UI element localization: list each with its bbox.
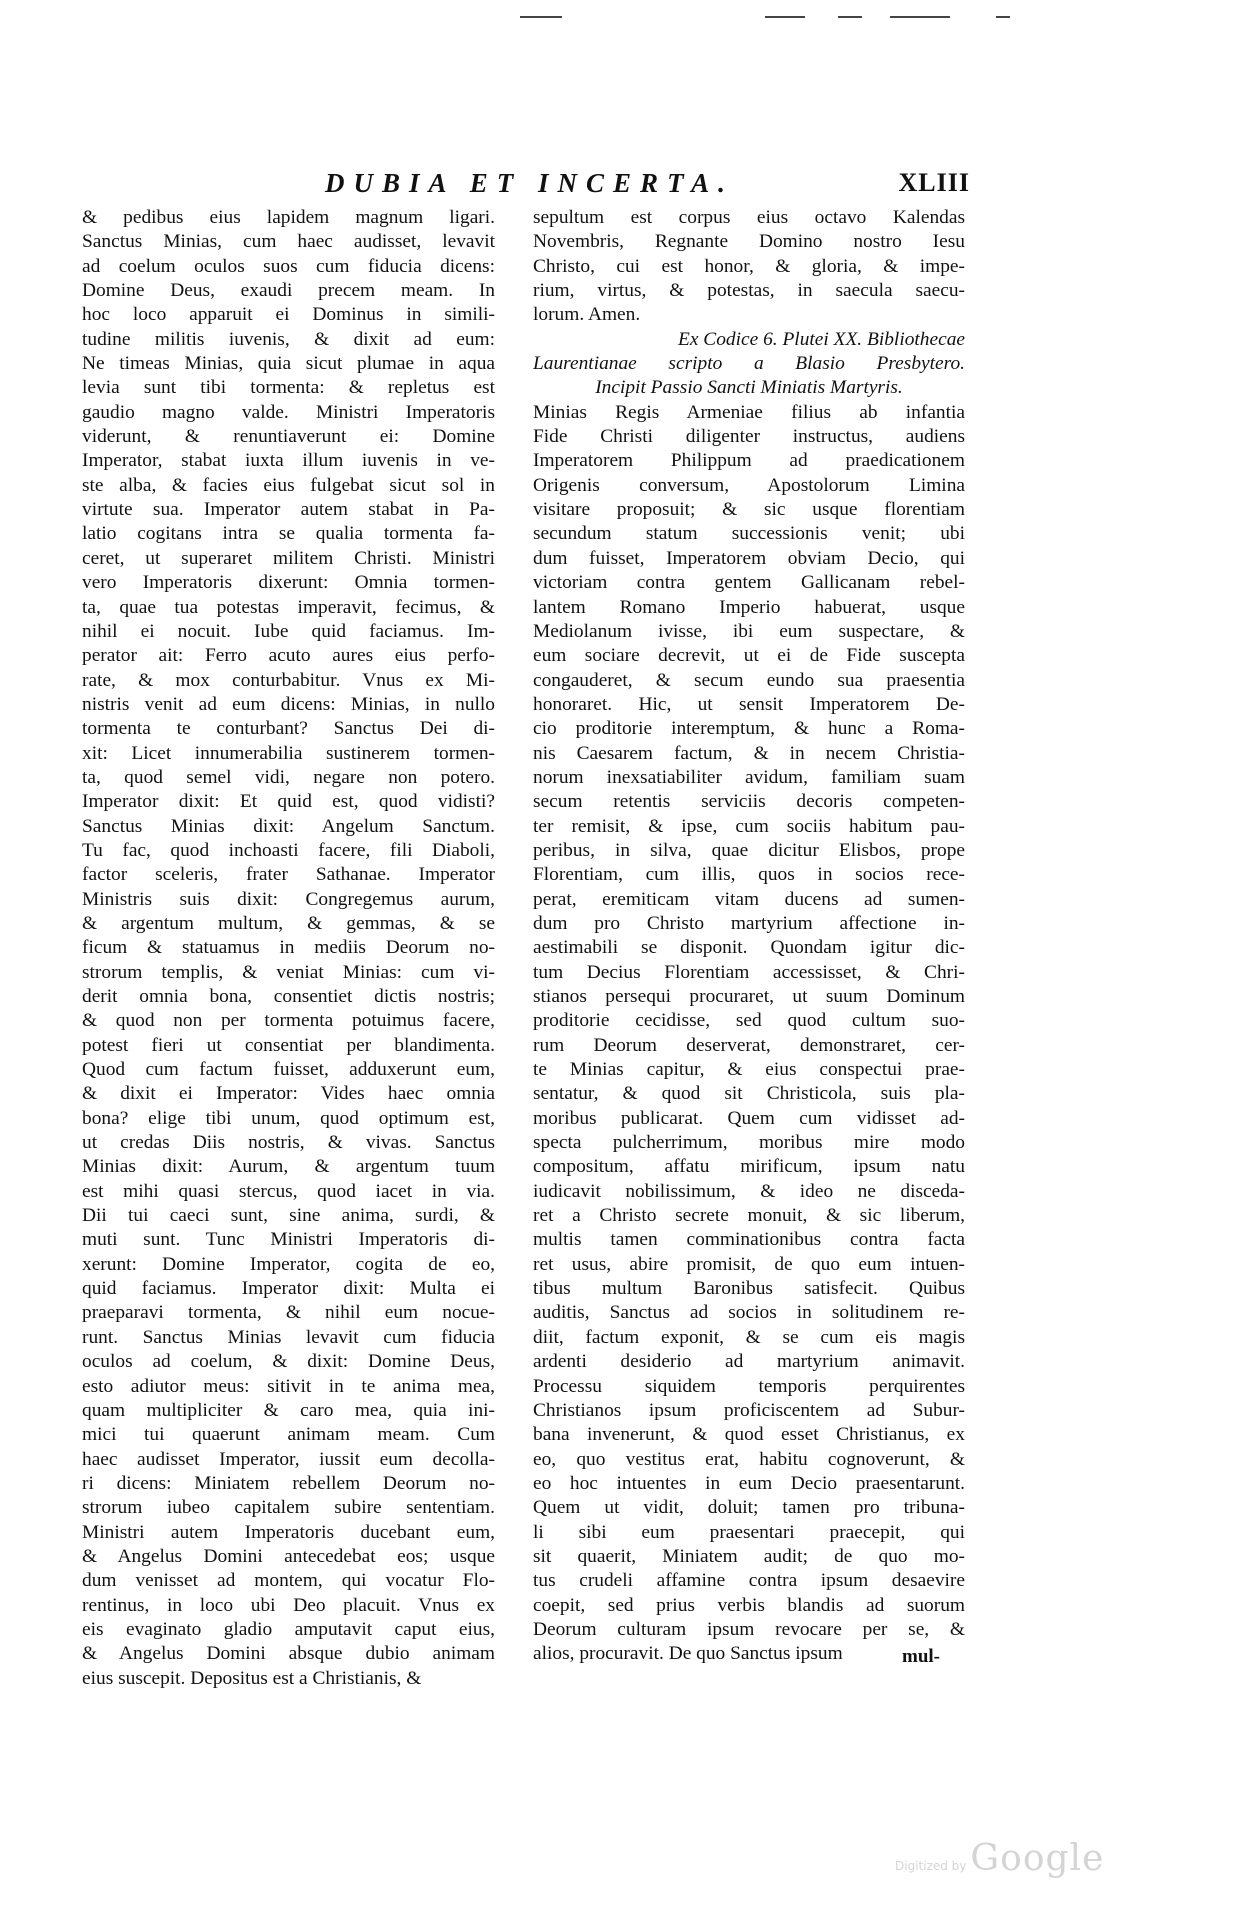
- text-line: norum inexsatiabiliter avidum, familiam suam: [533, 766, 965, 788]
- text-line: derit omnia bona, consentiet dictis nostris;: [82, 986, 495, 1007]
- text-line: & Angelus Domini absque dubio animam: [82, 1643, 495, 1665]
- text-line: vero Imperatoris dixerunt: Omnia tormen-: [82, 572, 495, 594]
- text-line: rium, virtus, & potestas, in saecula saecu-: [533, 280, 965, 302]
- text-line: strorum templis, & veniat Minias: cum vi-: [82, 961, 495, 983]
- text-line: te Minias capitur, & eius conspectui prae-: [533, 1059, 965, 1081]
- watermark-prefix: Digitized by: [895, 1859, 967, 1873]
- text-line: Deorum culturam ipsum revocare per se, &: [533, 1618, 965, 1640]
- text-line: victoriam contra gentem Gallicanam rebel-: [533, 572, 965, 594]
- text-line: perator ait: Ferro acuto aures eius perfo-: [82, 645, 495, 667]
- text-line: nistris venit ad eum dicens: Minias, in nullo: [82, 693, 495, 715]
- text-line: potest fieri ut consentiat per blandimenta.: [82, 1034, 495, 1056]
- text-line: ret usus, abire promisit, de quo eum intuen-: [533, 1253, 965, 1275]
- text-line: Quem ut vidit, doluit; tamen pro tribuna-: [533, 1497, 965, 1519]
- text-line: runt. Sanctus Minias levavit cum fiducia: [82, 1326, 495, 1348]
- page-header: [90, 168, 970, 208]
- text-line: Fide Christi diligenter instructus, audiens: [533, 426, 965, 448]
- text-line: nihil ei nocuit. Iube quid faciamus. Im-: [82, 620, 495, 642]
- text-line: Christianos ipsum proficiscentem ad Subur-: [533, 1399, 965, 1421]
- text-line: Minias dixit: Aurum, & argentum tuum: [82, 1156, 495, 1178]
- text-line: cio proditorie interemptum, & hunc a Roma-: [533, 718, 965, 740]
- text-line: Origenis conversum, Apostolorum Limina: [533, 474, 965, 496]
- text-line: tormenta te conturbant? Sanctus Dei di-: [82, 718, 495, 740]
- text-line: ta, quae tua potestas imperavit, fecimus, &: [82, 596, 495, 618]
- text-line: Ne timeas Minias, quia sicut plumae in aqua: [82, 353, 495, 375]
- left-text-column: [82, 206, 495, 1691]
- top-rule-3: [838, 16, 862, 18]
- text-line: haec audisset Imperator, iussit eum decolla-: [82, 1448, 495, 1470]
- text-line: ardenti desiderio ad martyrium animavit.: [533, 1351, 965, 1373]
- text-line: bana invenerunt, & quod esset Christianus, ex: [533, 1424, 965, 1446]
- text-line: Ministris suis dixit: Congregemus aurum,: [82, 888, 495, 910]
- text-line: Ex Codice 6. Plutei XX. Bibliothecae: [678, 328, 965, 350]
- text-line: viderunt, & renuntiaverunt ei: Domine: [82, 426, 495, 448]
- text-line: Dii tui caeci sunt, sine anima, surdi, &: [82, 1205, 495, 1227]
- text-line: ste alba, & facies eius fulgebat sicut sol in: [82, 474, 495, 496]
- text-line: & pedibus eius lapidem magnum ligari.: [82, 207, 495, 228]
- text-line: moribus publicarat. Quem cum vidisset ad-: [533, 1107, 965, 1129]
- text-line: ad coelum oculos suos cum fiducia dicens:: [82, 255, 495, 277]
- text-line: Imperatorem Philippum ad praedicationem: [533, 450, 965, 472]
- text-line: latio cogitans intra se qualia tormenta fa-: [82, 523, 495, 545]
- top-rule-2: [765, 16, 805, 18]
- text-line: auditis, Sanctus ad socios in solitudinem re-: [533, 1302, 965, 1324]
- text-line: Imperator, stabat iuxta illum iuvenis in ve-: [82, 450, 495, 472]
- text-line: alios, procuravit. De quo Sanctus ipsum: [533, 1643, 843, 1665]
- text-line: tum Decius Florentiam accessisset, & Chri-: [533, 961, 965, 983]
- text-line: gaudio magno valde. Ministri Imperatoris: [82, 401, 495, 423]
- text-line: mici tui quaerunt animam meam. Cum: [82, 1424, 495, 1446]
- page-number: XLIII: [898, 168, 970, 197]
- text-line: rentinus, in loco ubi Deo placuit. Vnus ex: [82, 1594, 495, 1616]
- text-line: tudine militis iuvenis, & dixit ad eum:: [82, 328, 495, 350]
- text-line: peribus, in silva, quae dicitur Elisbos, prope: [533, 839, 965, 861]
- text-line: ut credas Diis nostris, & vivas. Sanctus: [82, 1132, 495, 1154]
- text-line: Florentiam, cum illis, quos in socios rece-: [533, 864, 965, 886]
- text-line: Sanctus Minias, cum haec audisset, levavit: [82, 231, 495, 253]
- text-line: eius suscepit. Depositus est a Christianis, &: [82, 1667, 422, 1689]
- google-logo: Google: [970, 1838, 1105, 1879]
- text-line: Incipit Passio Sancti Miniatis Martyris.: [595, 377, 903, 399]
- text-line: muti sunt. Tunc Ministri Imperatoris di-: [82, 1229, 495, 1251]
- text-line: sentatur, & quod sit Christicola, suis pla-: [533, 1083, 965, 1105]
- text-line: dum venisset ad montem, qui vocatur Flo-: [82, 1570, 495, 1592]
- text-line: lantem Romano Imperio habuerat, usque: [533, 596, 965, 618]
- text-line: Minias Regis Armeniae filius ab infantia: [533, 401, 965, 423]
- text-line: perat, eremiticam vitam ducens ad sumen-: [533, 888, 965, 910]
- text-line: Quod cum factum fuisset, adduxerunt eum,: [82, 1059, 495, 1081]
- catchword: mul-: [902, 1646, 940, 1667]
- text-line: compositum, affatu mirificum, ipsum natu: [533, 1156, 965, 1178]
- top-rule-4: [890, 16, 950, 18]
- text-line: honoraret. Hic, ut sensit Imperatorem De-: [533, 693, 965, 715]
- text-line: rum Deorum deserverat, demonstraret, cer-: [533, 1034, 965, 1056]
- text-line: dum fuisset, Imperatorem obviam Decio, qui: [533, 547, 965, 569]
- text-line: Ministri autem Imperatoris ducebant eum,: [82, 1521, 495, 1543]
- text-line: ri dicens: Miniatem rebellem Deorum no-: [82, 1472, 495, 1494]
- text-line: secum retentis serviciis decoris competen-: [533, 791, 965, 813]
- text-line: eo, quo vestitus erat, habitu cognoverunt, &: [533, 1448, 965, 1470]
- text-line: Imperator dixit: Et quid est, quod vidisti?: [82, 791, 495, 813]
- text-line: nis Caesarem factum, & in necem Christia-: [533, 742, 965, 764]
- text-line: esto adiutor meus: sitivit in te anima mea,: [82, 1375, 495, 1397]
- text-line: ta, quod semel vidi, negare non potero.: [82, 766, 495, 788]
- text-line: hoc loco apparuit ei Dominus in simili-: [82, 304, 495, 326]
- text-line: & dixit ei Imperator: Vides haec omnia: [82, 1083, 495, 1105]
- text-line: virtute sua. Imperator autem stabat in Pa-: [82, 499, 495, 521]
- text-line: xit: Licet innumerabilia sustinerem tormen-: [82, 742, 495, 764]
- text-line: quid faciamus. Imperator dixit: Multa ei: [82, 1278, 495, 1300]
- text-line: quam multipliciter & caro mea, quia ini-: [82, 1399, 495, 1421]
- text-line: rate, & mox conturbabitur. Vnus ex Mi-: [82, 669, 495, 691]
- text-line: levia sunt tibi tormenta: & repletus est: [82, 377, 495, 399]
- text-line: factor sceleris, frater Sathanae. Imperator: [82, 864, 495, 886]
- text-line: ficum & statuamus in mediis Deorum no-: [82, 937, 495, 959]
- text-line: coepit, sed prius verbis blandis ad suorum: [533, 1594, 965, 1616]
- text-line: Processu siquidem temporis perquirentes: [533, 1375, 965, 1397]
- text-line: strorum iubeo capitalem subire sententiam.: [82, 1497, 495, 1519]
- text-line: oculos ad coelum, & dixit: Domine Deus,: [82, 1351, 495, 1373]
- text-line: iudicavit nobilissimum, & ideo ne disceda-: [533, 1180, 965, 1202]
- text-line: multis tamen comminationibus contra facta: [533, 1229, 965, 1251]
- text-line: secundum statum successionis venit; ubi: [533, 523, 965, 545]
- text-line: proditorie cecidisse, sed quod cultum suo-: [533, 1010, 965, 1032]
- text-line: congauderet, & secum eundo sua praesentia: [533, 669, 965, 691]
- text-line: sepultum est corpus eius octavo Kalendas: [533, 207, 965, 228]
- text-line: Domine Deus, exaudi precem meam. In: [82, 280, 495, 302]
- text-line: sit quaerit, Miniatem audit; de quo mo-: [533, 1545, 965, 1567]
- text-line: dum pro Christo martyrium affectione in-: [533, 912, 965, 934]
- text-line: ceret, ut superaret militem Christi. Ministri: [82, 547, 495, 569]
- text-line: specta pulcherrimum, moribus mire modo: [533, 1132, 965, 1154]
- text-line: eum sociare decrevit, ut ei de Fide suscepta: [533, 645, 965, 667]
- text-line: ter remisit, & ipse, cum sociis habitum pau-: [533, 815, 965, 837]
- text-line: eo hoc intuentes in eum Decio praesentarunt.: [533, 1472, 965, 1494]
- text-line: stianos persequi procuraret, ut suum Dominum: [533, 986, 965, 1007]
- text-line: diit, factum exponit, & se cum eis magis: [533, 1326, 965, 1348]
- text-line: tus crudeli affamine contra ipsum desaevire: [533, 1570, 965, 1592]
- top-rule-5: [996, 16, 1010, 18]
- text-line: aestimabili se disponit. Quondam igitur dic-: [533, 937, 965, 959]
- text-line: li sibi eum praesentari praecepit, qui: [533, 1521, 965, 1543]
- digitized-by-watermark: [895, 1838, 1104, 1879]
- text-line: praeparavi tormenta, & nihil eum nocue-: [82, 1302, 495, 1324]
- text-line: Sanctus Minias dixit: Angelum Sanctum.: [82, 815, 495, 837]
- text-line: & quod non per tormenta potuimus facere,: [82, 1010, 495, 1032]
- text-line: eis evaginato gladio amputavit caput eius,: [82, 1618, 495, 1640]
- text-line: Mediolanum ivisse, ibi eum suspectare, &: [533, 620, 965, 642]
- text-line: lorum. Amen.: [533, 304, 641, 326]
- text-line: xerunt: Domine Imperator, cogita de eo,: [82, 1253, 495, 1275]
- text-line: bona? elige tibi unum, quod optimum est,: [82, 1107, 495, 1129]
- text-line: est mihi quasi stercus, quod iacet in via.: [82, 1180, 495, 1202]
- top-rule-1: [520, 16, 562, 18]
- text-line: Tu fac, quod inchoasti facere, fili Diaboli,: [82, 839, 495, 861]
- text-line: ret a Christo secrete monuit, & sic liberum,: [533, 1205, 965, 1227]
- text-line: Novembris, Regnante Domino nostro Iesu: [533, 231, 965, 253]
- text-line: & argentum multum, & gemmas, & se: [82, 912, 495, 934]
- text-line: tibus multum Baronibus satisfecit. Quibus: [533, 1278, 965, 1300]
- text-line: Christo, cui est honor, & gloria, & impe-: [533, 255, 965, 277]
- text-line: & Angelus Domini antecedebat eos; usque: [82, 1545, 495, 1567]
- text-line: Laurentianae scripto a Blasio Presbytero.: [533, 353, 965, 375]
- running-head: DUBIA ET INCERTA.: [325, 168, 734, 198]
- right-text-column: [533, 206, 965, 1667]
- text-line: visitare proposuit; & sic usque florentiam: [533, 499, 965, 521]
